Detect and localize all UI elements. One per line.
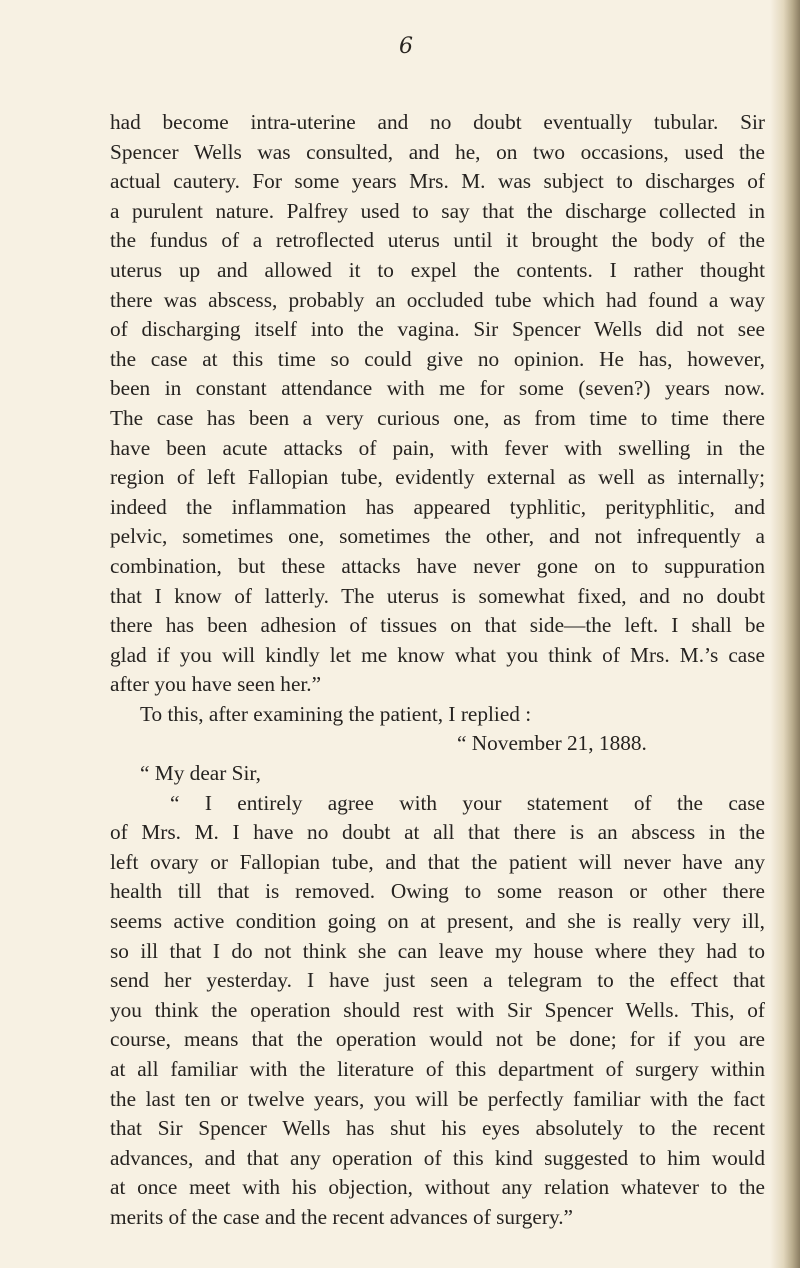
text-line: so ill that I do not think she can leave my house where they had to bbox=[110, 938, 765, 963]
text-line: the last ten or twelve years, you will be perfectly familiar with the fact bbox=[110, 1086, 765, 1111]
text-line: glad if you will kindly let me know what you think of Mrs. M.’s case bbox=[110, 642, 765, 667]
body-text bbox=[110, 108, 765, 1233]
text-line: uterus up and allowed it to expel the contents. I rather thought bbox=[110, 257, 765, 282]
text-line: at all familiar with the literature of this department of surgery within bbox=[110, 1057, 765, 1081]
text-line: pelvic, sometimes one, sometimes the other, and not infrequently a bbox=[110, 524, 765, 549]
letter-date: “ November 21, 1888. bbox=[457, 731, 647, 756]
text-line: the fundus of a retroflected uterus until it brought the body of the bbox=[110, 228, 765, 253]
text-line: the case at this time so could give no opinion. He has, however, bbox=[110, 346, 765, 371]
text-line: you think the operation should rest with Sir Spencer Wells. This, of bbox=[110, 997, 765, 1022]
text-line: actual cautery. For some years Mrs. M. was subject to discharges of bbox=[110, 169, 765, 194]
text-line: left ovary or Fallopian tube, and that the patient will never have any bbox=[110, 849, 765, 874]
text-line: combination, but these attacks have never gone on to suppuration bbox=[110, 553, 765, 578]
text-line: have been acute attacks of pain, with fever with swelling in the bbox=[110, 435, 765, 460]
text-line: that Sir Spencer Wells has shut his eyes absolutely to the recent bbox=[110, 1116, 765, 1141]
page-edge-shadow bbox=[770, 0, 800, 1268]
text-line: advances, and that any operation of this kind suggested to him would bbox=[110, 1145, 765, 1170]
text-line: been in constant attendance with me for some (seven?) years now. bbox=[110, 376, 765, 401]
text-line: of discharging itself into the vagina. Sir Spencer Wells did not see bbox=[110, 317, 765, 342]
text-line: Spencer Wells was consulted, and he, on two occasions, used the bbox=[110, 139, 765, 164]
text-line: course, means that the operation would not be done; for if you are bbox=[110, 1027, 765, 1052]
text-line: there was abscess, probably an occluded tube which had found a way bbox=[110, 287, 765, 312]
text-line: merits of the case and the recent advances of surgery.” bbox=[110, 1204, 573, 1229]
text-line: at once meet with his objection, without any relation whatever to the bbox=[110, 1175, 765, 1200]
text-line: To this, after examining the patient, I replied : bbox=[140, 701, 532, 726]
text-line: The case has been a very curious one, as from time to time there bbox=[110, 405, 765, 430]
letter-salutation: “ My dear Sir, bbox=[140, 761, 261, 786]
text-line: health till that is removed. Owing to some reason or other there bbox=[110, 879, 765, 904]
text-line: after you have seen her.” bbox=[110, 672, 322, 697]
text-line: region of left Fallopian tube, evidently external as well as internally; bbox=[110, 465, 765, 490]
text-line: send her yesterday. I have just seen a telegram to the effect that bbox=[110, 968, 765, 993]
text-line: of Mrs. M. I have no doubt at all that there is an abscess in the bbox=[110, 820, 765, 845]
text-line: seems active condition going on at present, and she is really very ill, bbox=[110, 909, 765, 934]
text-line: had become intra-uterine and no doubt eventually tubular. Sir bbox=[110, 110, 765, 134]
page-number: 6 bbox=[399, 34, 413, 59]
text-line: “ I entirely agree with your statement of the case bbox=[170, 790, 765, 815]
text-line: that I know of latterly. The uterus is somewhat fixed, and no doubt bbox=[110, 583, 765, 608]
text-line: a purulent nature. Palfrey used to say that the discharge collected in bbox=[110, 198, 765, 223]
text-line: indeed the inflammation has appeared typhlitic, perityphlitic, and bbox=[110, 494, 765, 519]
text-line: there has been adhesion of tissues on that side—the left. I shall be bbox=[110, 613, 765, 638]
